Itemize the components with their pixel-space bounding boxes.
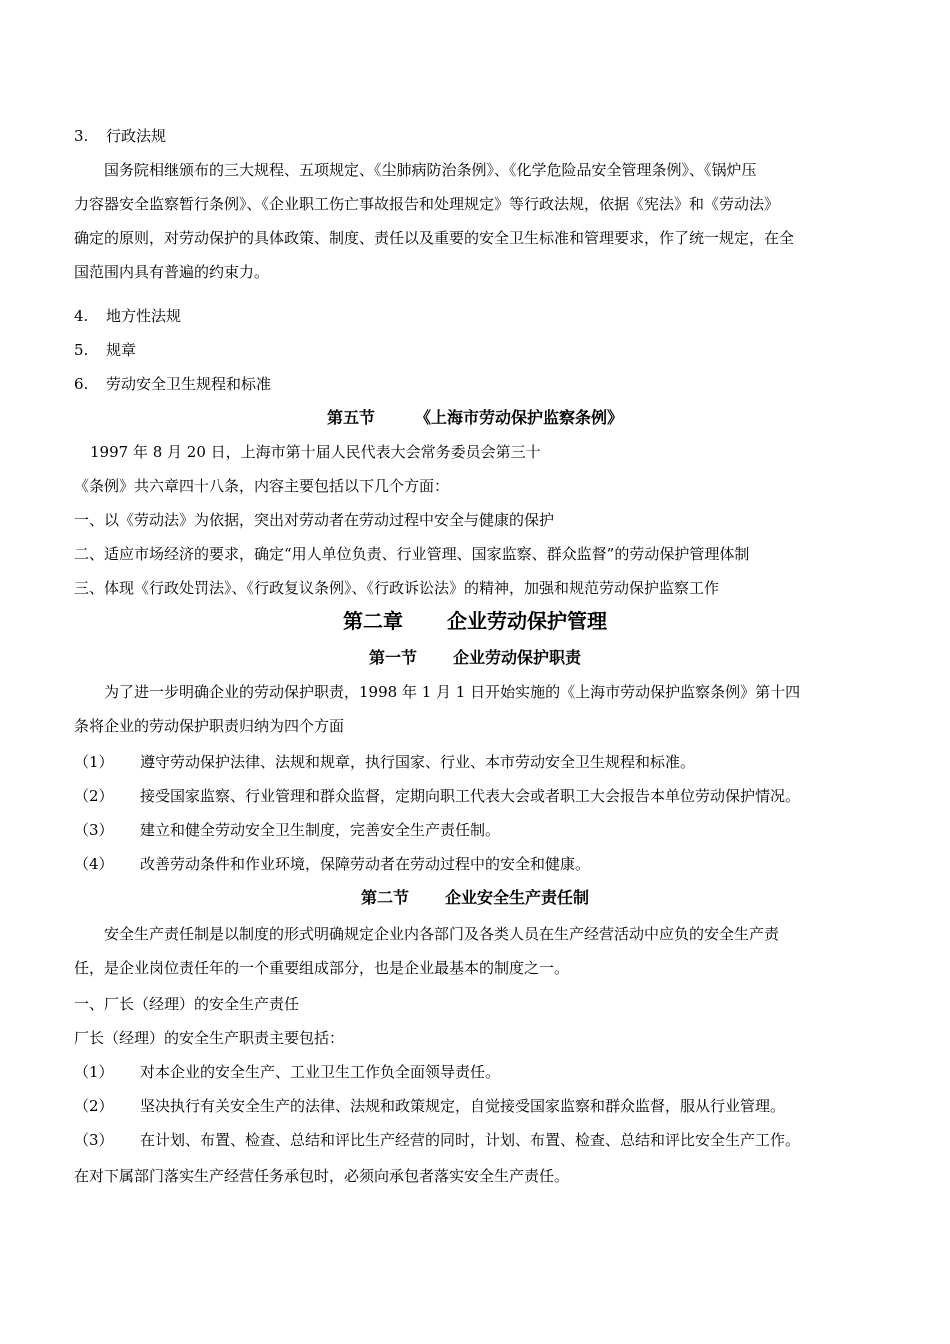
paragraph-line: 国务院相继颁布的三大规程、五项规定、《尘肺病防治条例》、《化学危险品安全管理条例》、《锅炉压	[104, 161, 757, 179]
chapter-title: 企业劳动保护管理	[447, 609, 607, 633]
list-item: 一、以《劳动法》为依据，突出对劳动者在劳动过程中安全与健康的保护	[74, 511, 555, 529]
list-text: 劳动安全卫生规程和标准	[106, 375, 272, 393]
list-number: （3）	[74, 821, 114, 839]
chapter-number: 第二章	[343, 609, 403, 633]
list-text: 遵守劳动保护法律、法规和规章，执行国家、行业、本市劳动安全卫生规程和标准。	[140, 753, 696, 771]
list-number: （2）	[74, 787, 114, 805]
list-number: （1）	[74, 1063, 114, 1081]
list-item	[74, 752, 695, 772]
list-text: 行政法规	[106, 127, 167, 145]
list-text: 建立和健全劳动安全卫生制度，完善安全生产责任制。	[140, 821, 501, 839]
list-item: 二、适应市场经济的要求，确定“用人单位负责、行业管理、国家监察、群众监督”的劳动保护管理体制	[74, 545, 750, 563]
paragraph-line: 任，是企业岗位责任年的一个重要组成部分，也是企业最基本的制度之一。	[74, 959, 570, 977]
list-text: 改善劳动条件和作业环境，保障劳动者在劳动过程中的安全和健康。	[140, 855, 591, 873]
list-number: （1）	[74, 753, 114, 771]
subheading: 一、厂长（经理）的安全生产责任	[74, 995, 300, 1013]
list-item	[74, 1130, 800, 1150]
paragraph-line: 厂长（经理）的安全生产职责主要包括：	[74, 1029, 345, 1047]
section-number: 第一节	[368, 648, 417, 667]
list-number: （2）	[74, 1097, 114, 1115]
list-number: 6.	[74, 375, 89, 393]
paragraph-line: 安全生产责任制是以制度的形式明确规定企业内各部门及各类人员在生产经营活动中应负的安全生产责	[104, 925, 780, 943]
list-text: 坚决执行有关安全生产的法律、法规和政策规定，自觉接受国家监察和群众监督，服从行业管理。	[140, 1097, 786, 1115]
list-text: 接受国家监察、行业管理和群众监督，定期向职工代表大会或者职工大会报告本单位劳动保护情况。	[140, 787, 801, 805]
list-item	[74, 340, 136, 360]
paragraph-line: 1997 年 8 月 20 日，上海市第十届人民代表大会常务委员会第三十	[90, 443, 541, 461]
section-title: 《上海市劳动保护监察条例》	[415, 408, 624, 427]
list-item	[74, 820, 500, 840]
list-text: 对本企业的安全生产、工业卫生工作负全面领导责任。	[140, 1063, 501, 1081]
section-heading	[0, 408, 950, 428]
section-number: 第五节	[326, 408, 375, 427]
list-text: 在计划、布置、检查、总结和评比生产经营的同时，计划、布置、检查、总结和评比安全生产工作。	[140, 1131, 801, 1149]
list-text: 地方性法规	[106, 307, 182, 325]
paragraph-line: 国范围内具有普遍的约束力。	[74, 263, 270, 281]
list-item	[74, 1062, 500, 1082]
chapter-heading	[0, 608, 950, 634]
list-text: 规章	[106, 341, 137, 359]
section-number: 第二节	[360, 888, 409, 907]
paragraph-line: 条将企业的劳动保护职责归纳为四个方面	[74, 717, 345, 735]
list-number: （4）	[74, 855, 114, 873]
section-title: 企业安全生产责任制	[445, 888, 590, 907]
paragraph-line: 为了进一步明确企业的劳动保护职责，1998 年 1 月 1 日开始实施的《上海市劳动保护监察条例》第十四	[104, 683, 801, 701]
list-item	[74, 374, 271, 394]
list-item	[74, 1096, 785, 1116]
list-item: 三、体现《行政处罚法》、《行政复议条例》、《行政诉讼法》的精神，加强和规范劳动保护监察工作	[74, 579, 720, 597]
list-number: 5.	[74, 341, 89, 359]
paragraph-line: 《条例》共六章四十八条，内容主要包括以下几个方面：	[74, 477, 450, 495]
list-number: 4.	[74, 307, 89, 325]
list-item	[74, 126, 166, 146]
paragraph-line: 力容器安全监察暂行条例》、《企业职工伤亡事故报告和处理规定》等行政法规，依据《宪法》和《劳动法》	[74, 195, 780, 213]
list-item	[74, 786, 800, 806]
list-item	[74, 306, 181, 326]
list-number: （3）	[74, 1131, 114, 1149]
list-number: 3.	[74, 127, 89, 145]
paragraph-line: 确定的原则，对劳动保护的具体政策、制度、责任以及重要的安全卫生标准和管理要求，作了统一规定，在全	[74, 229, 795, 247]
list-item	[74, 854, 590, 874]
section-heading	[0, 888, 950, 908]
paragraph-line: 在对下属部门落实生产经营任务承包时，必须向承包者落实安全生产责任。	[74, 1167, 570, 1185]
section-heading	[0, 648, 950, 668]
section-title: 企业劳动保护职责	[453, 648, 582, 667]
